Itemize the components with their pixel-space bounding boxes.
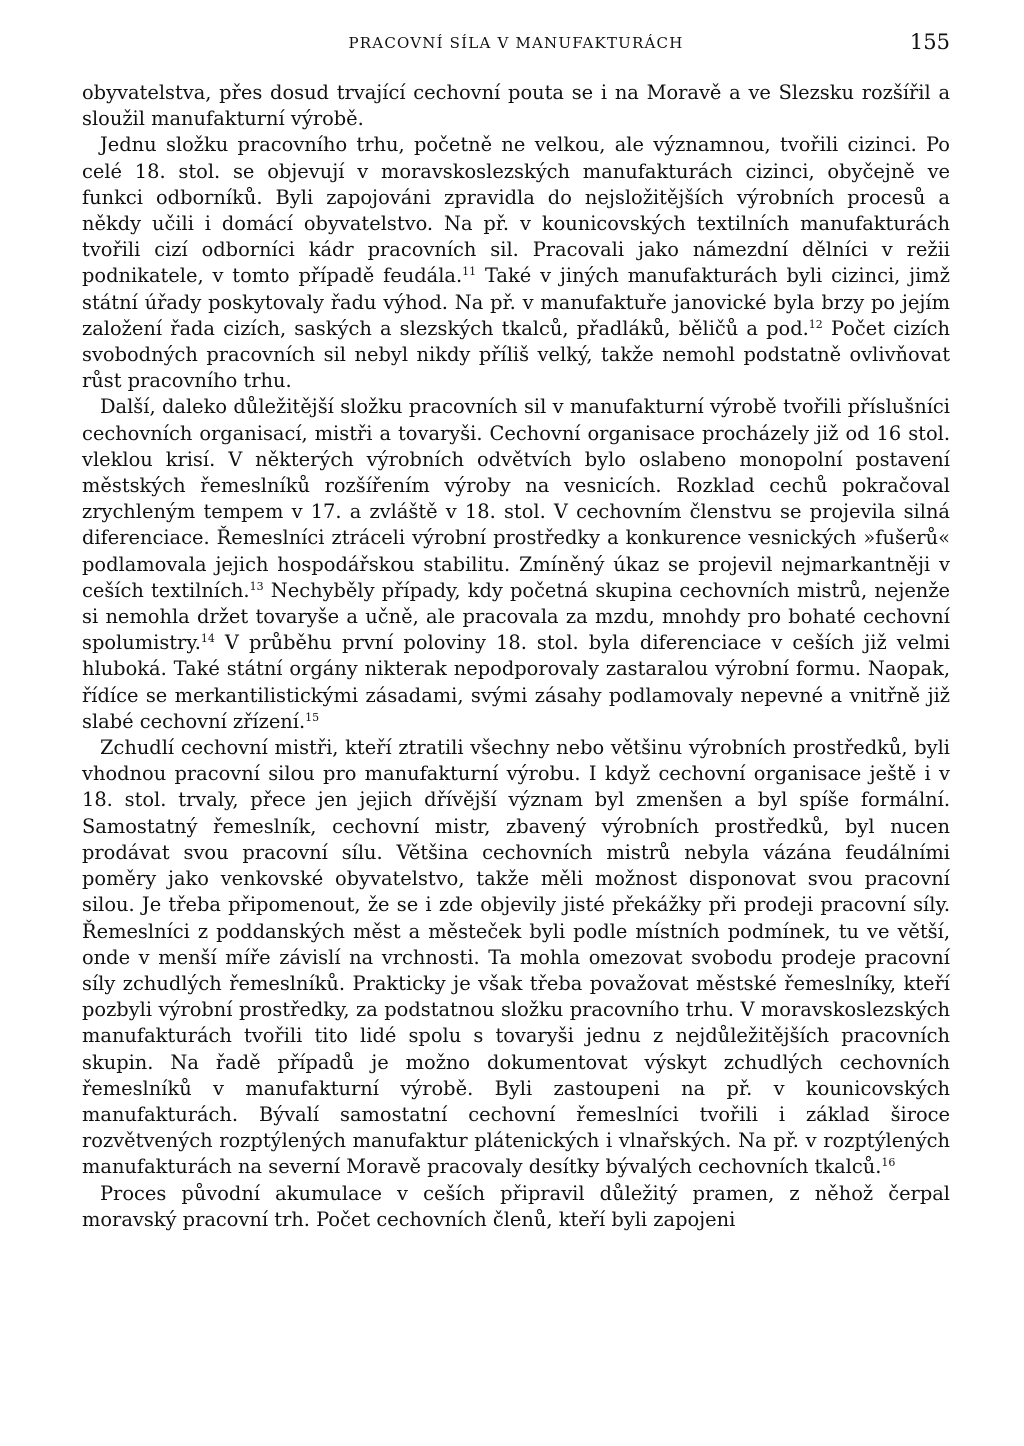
footnote-ref-15[interactable]: 15	[305, 710, 320, 724]
text-segment: V průběhu první poloviny 18. stol. byla diferenciace v ceších již velmi hluboká. Také státní orgány nikterak nepodporovaly zastaralou výrobní formu. Naopak, řídíce se merkantilistickými zásadami, svými zásahy podlamovaly nepevné a vnitřně již slabé cechovní zřízení.	[82, 631, 950, 733]
body-text	[82, 80, 950, 1233]
text-segment: Další, daleko důležitější složku pracovních sil v manufakturní výrobě tvořili příslušníci cechovních organisací, mistři a tovaryši. Cechovní organisace procházely již od 16 stol. vleklou krisí. V některých výrobních odvětvích bylo oslabeno monopolní postavení městských řemeslníků rozšířením výroby na vesnicích. Rozklad cechů pokračoval zrychleným tempem v 17. a zvláště v 18. stol. V cechovním členstvu se projevila silná diferenciace. Řemeslníci ztráceli výrobní prostředky a konkurence vesnických »fušerů« podlamovala jejich hospodářskou stabilitu. Zmíněný úkaz se projevil nejmarkantněji v ceších textilních.	[82, 395, 950, 602]
footnote-ref-16[interactable]: 16	[881, 1156, 896, 1170]
footnote-ref-12[interactable]: 12	[808, 317, 823, 331]
paragraph-2	[82, 132, 950, 394]
page-header	[82, 30, 950, 58]
text-segment: Počet cizích svobodných pracovních sil nebyl nikdy příliš velký, takže nemohl podstatně ovlivňovat růst pracovního trhu.	[82, 316, 950, 393]
paragraph-1	[82, 80, 950, 132]
book-page	[82, 30, 950, 1233]
text-segment: Jednu složku pracovního trhu, početně ne velkou, ale významnou, tvořili cizinci. Po celé 18. stol. se objevují v moravskoslezských manufakturách cizinci, obyčejně ve funkci odborníků. Byli zapojováni zpravidla do nejsložitějších výrobních procesů a někdy učili i domácí obyvatelstvo. Na př. v kounicovských textilních manufakturách tvořili cizí odborníci kádr pracovních sil. Pracovali jako námezdní dělníci v režii podnikatele, v tomto případě feudála.	[82, 133, 950, 288]
text-segment: Také v jiných manufakturách byli cizinci, jimž státní úřady poskytovaly řadu výhod. Na př. v manufaktuře janovické byla brzy po jejím založení řada cizích, saských a slezských tkalců, přadláků, běličů a pod.	[82, 264, 950, 340]
running-title: PRACOVNÍ SÍLA V MANUFAKTURÁCH	[348, 34, 684, 52]
text-segment: Nechyběly případy, kdy početná skupina cechovních mistrů, nejenže si nemohla držet tovaryše a učně, ale pracovala za mzdu, mnohdy pro bohaté cechovní spolumistry.	[82, 578, 950, 655]
text-segment: Zchudlí cechovní mistři, kteří ztratili všechny nebo většinu výrobních prostředků, byli vhodnou pracovní silou pro manufakturní výrobu. I když cechovní organisace ještě i v 18. stol. trvaly, přece jen jejich dřívější význam byl zmenšen a byl spíše formální. Samostatný řemeslník, cechovní mistr, zbavený výrobních prostředků, byl nucen prodávat svou pracovní sílu. Většina cechovních mistrů nebyla vázána feudálními poměry jako venkovské obyvatelstvo, takže měli možnost disponovat svou pracovní silou. Je třeba připomenout, že se i zde objevily jisté překážky při prodeji pracovní síly. Řemeslníci z poddanských měst a městeček byli podle místních podmínek, tu ve větší, onde v menší míře závislí na vrchnosti. Ta mohla omezovat svobodu prodeje pracovní síly zchudlých řemeslníků. Prakticky je však třeba považovat městské řemeslníky, kteří pozbyli výrobní prostředky, za podstatnou složku pracovního trhu. V moravskoslezských manufakturách tvořili tito lidé spolu s tovaryši jednu z nejdůležitějších pracovních skupin. Na řadě případů je možno dokumentovat výskyt zchudlých cechovních řemeslníků v manufakturní výrobě. Byli zastoupeni na př. v kounicovských manufakturách. Bývalí samostatní cechovní řemeslníci tvořili i základ široce rozvětvených rozptýlených manufaktur plátenických i vlnařských. Na př. v rozptýlených manufakturách na severní Moravě pracovaly desítky bývalých cechovních tkalců.	[82, 736, 950, 1179]
page-number: 155	[909, 30, 950, 54]
footnote-ref-14[interactable]: 14	[200, 632, 215, 646]
paragraph-4	[82, 735, 950, 1180]
footnote-ref-11[interactable]: 11	[462, 265, 477, 279]
paragraph-3	[82, 394, 950, 735]
paragraph-5	[82, 1181, 950, 1233]
footnote-ref-13[interactable]: 13	[249, 579, 264, 593]
text-segment: Proces původní akumulace v ceších připravil důležitý pramen, z něhož čerpal moravský pracovní trh. Počet cechovních členů, kteří byli zapojeni	[82, 1181, 950, 1231]
text-segment: obyvatelstva, přes dosud trvající cechovní pouta se i na Moravě a ve Slezsku rozšířil a sloužil manufakturní výrobě.	[82, 81, 950, 131]
